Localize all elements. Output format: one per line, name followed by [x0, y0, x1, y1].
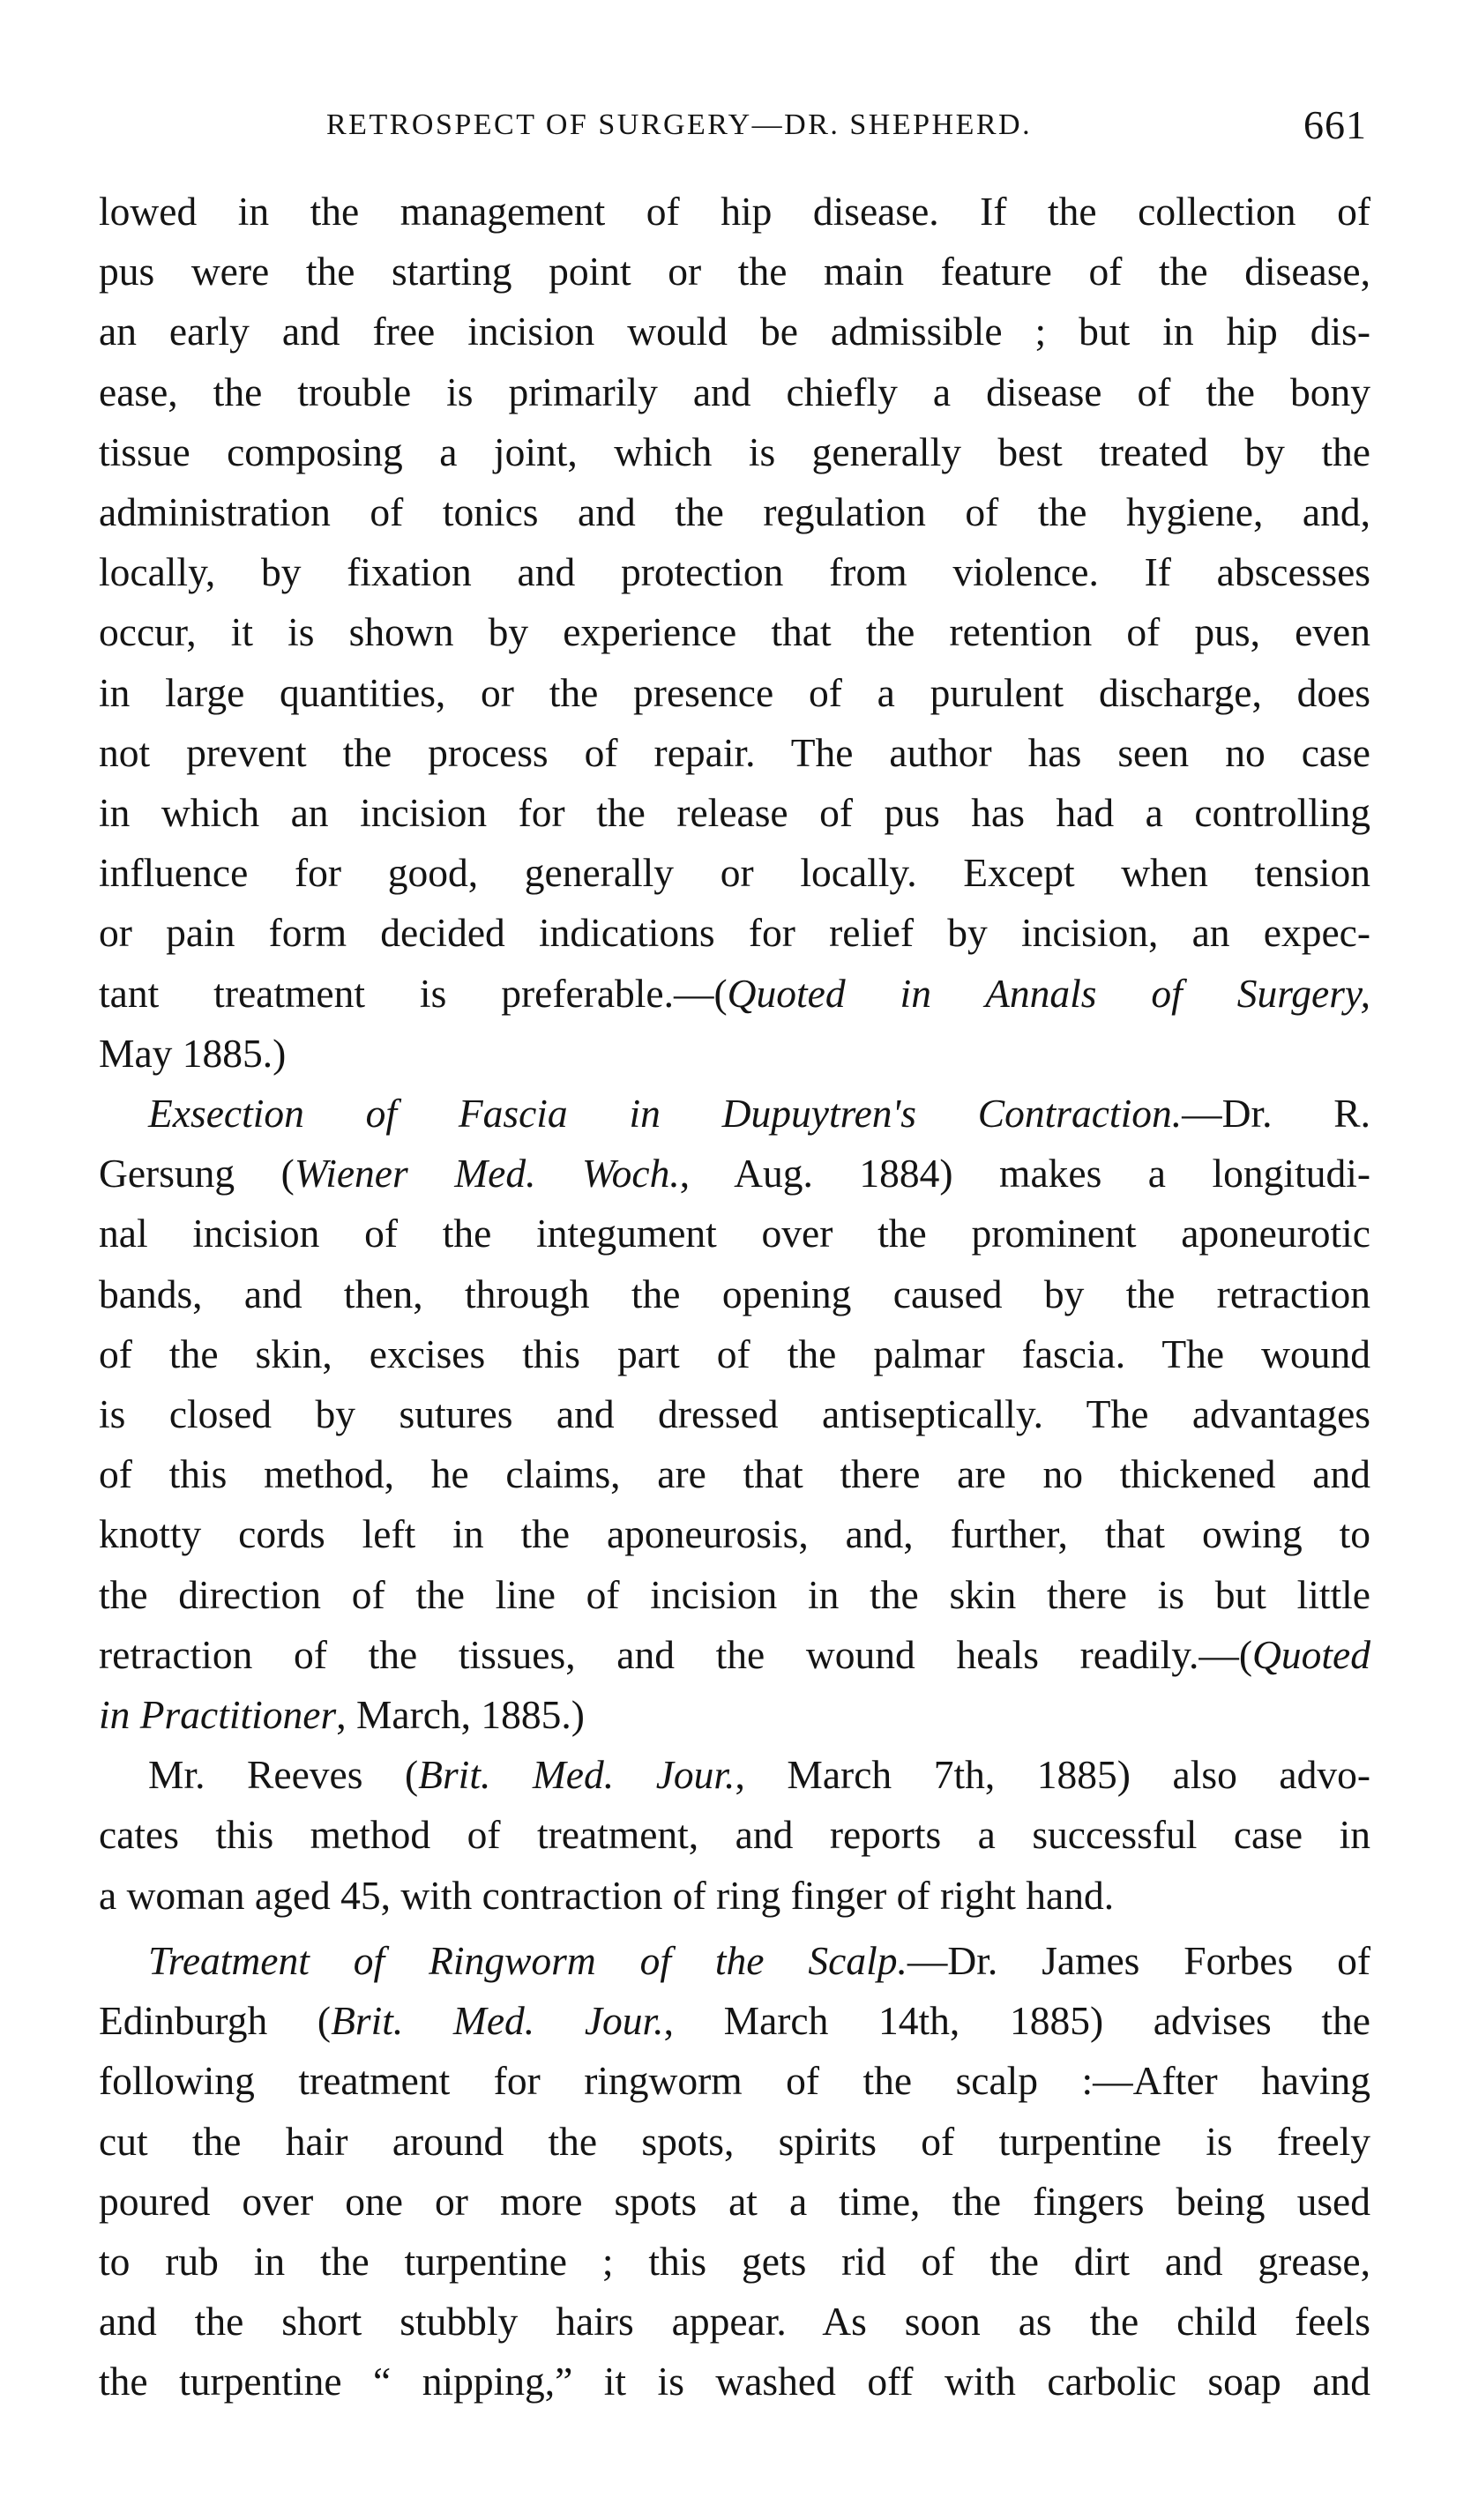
text-line: an early and free incision would be admissible ; but in hip dis-	[99, 309, 1370, 354]
text-line: not prevent the process of repair. The author has seen no case	[99, 729, 1370, 775]
text-line	[99, 1084, 1370, 1144]
text-line	[99, 1625, 1370, 1685]
text-line: tissue composing a joint, which is generally best treated by the	[99, 429, 1370, 474]
running-title: RETROSPECT OF SURGERY—DR. SHEPHERD.	[326, 108, 1033, 141]
text-line: May 1885.)	[99, 1030, 287, 1076]
text-line: following treatment for ringworm of the scalp :—After having	[99, 2058, 1370, 2104]
citation: Quoted in Annals of Surgery,	[727, 970, 1370, 1016]
page-number: 661	[1303, 102, 1367, 147]
running-head	[0, 99, 1471, 152]
text-run: , Aug. 1884) makes a longitudi-	[679, 1151, 1370, 1197]
text-line: lowed in the management of hip disease. If the collection of	[99, 189, 1370, 234]
text-line	[99, 1144, 1370, 1204]
text-run: Gersung (	[99, 1151, 295, 1197]
text-line: poured over one or more spots at a time, the fingers being used	[99, 2178, 1370, 2224]
text-line	[99, 1991, 1370, 2051]
text-line: the turpentine “ nipping,” it is washed off with carbolic soap and	[99, 2359, 1370, 2404]
text-line: the direction of the line of incision in the skin there is but little	[99, 1571, 1370, 1617]
text-line	[99, 964, 1370, 1024]
text-line: pus were the starting point or the main feature of the disease,	[99, 249, 1370, 294]
text-run: , March 14th, 1885) advises the	[663, 1998, 1370, 2044]
paragraph-hip-disease	[99, 182, 1370, 1084]
text-line: a woman aged 45, with contraction of ring finger of right hand.	[99, 1872, 1115, 1918]
text-line	[99, 1745, 1370, 1805]
text-line	[99, 1931, 1370, 1991]
text-line: nal incision of the integument over the prominent aponeurotic	[99, 1211, 1370, 1256]
section-heading: Exsection of Fascia in Dupuytren's Contraction.	[148, 1091, 1183, 1137]
paragraph-reeves	[99, 1745, 1370, 1926]
text-run: Edinburgh (	[99, 1998, 332, 2044]
text-run: Mr. Reeves (	[148, 1752, 419, 1798]
text-run: retraction of the tissues, and the wound heals readily.—(	[99, 1631, 1253, 1677]
text-body	[99, 182, 1370, 2412]
text-line: influence for good, generally or locally. Except when tension	[99, 850, 1370, 896]
text-run: , March 7th, 1885) also advo-	[735, 1752, 1370, 1798]
citation: in Practitioner	[99, 1692, 337, 1738]
text-line: to rub in the turpentine ; this gets rid of the dirt and grease,	[99, 2238, 1370, 2284]
text-line: and the short stubbly hairs appear. As soon as the child feels	[99, 2299, 1370, 2345]
journal-name: Brit. Med. Jour.	[331, 1998, 664, 2044]
text-line: is closed by sutures and dressed antiseptically. The advantages	[99, 1391, 1370, 1437]
paragraph-ringworm	[99, 1931, 1370, 2412]
text-line: in large quantities, or the presence of a purulent discharge, does	[99, 669, 1370, 715]
text-line: ease, the trouble is primarily and chiefly a disease of the bony	[99, 369, 1370, 414]
text-line: knotty cords left in the aponeurosis, and, further, that owing to	[99, 1511, 1370, 1557]
paragraph-dupuytren	[99, 1084, 1370, 1745]
text-line: or pain form decided indications for relief by incision, an expec-	[99, 910, 1370, 956]
text-line: administration of tonics and the regulation of the hygiene, and,	[99, 489, 1370, 535]
text-run: —Dr. R.	[1182, 1091, 1370, 1137]
text-run: —Dr. James Forbes of	[907, 1937, 1370, 1983]
text-line: occur, it is shown by experience that the retention of pus, even	[99, 609, 1370, 655]
journal-name: Wiener Med. Woch.	[294, 1151, 680, 1197]
section-heading: Treatment of Ringworm of the Scalp.	[148, 1937, 907, 1983]
text-line: in which an incision for the release of pus has had a controlling	[99, 790, 1370, 836]
citation: Quoted	[1252, 1631, 1370, 1677]
text-line: cates this method of treatment, and reports a successful case in	[99, 1812, 1370, 1858]
text-line: of the skin, excises this part of the palmar fascia. The wound	[99, 1331, 1370, 1376]
text-line	[99, 1685, 1370, 1745]
text-line: bands, and then, through the opening caused by the retraction	[99, 1271, 1370, 1316]
text-run: , March, 1885.)	[336, 1692, 585, 1738]
text-line: cut the hair around the spots, spirits of turpentine is freely	[99, 2118, 1370, 2164]
text-line: of this method, he claims, are that there are no thickened and	[99, 1451, 1370, 1497]
journal-name: Brit. Med. Jour.	[418, 1752, 736, 1798]
text-line: locally, by fixation and protection from violence. If abscesses	[99, 549, 1370, 595]
text-run: tant treatment is preferable.—(	[99, 970, 728, 1016]
